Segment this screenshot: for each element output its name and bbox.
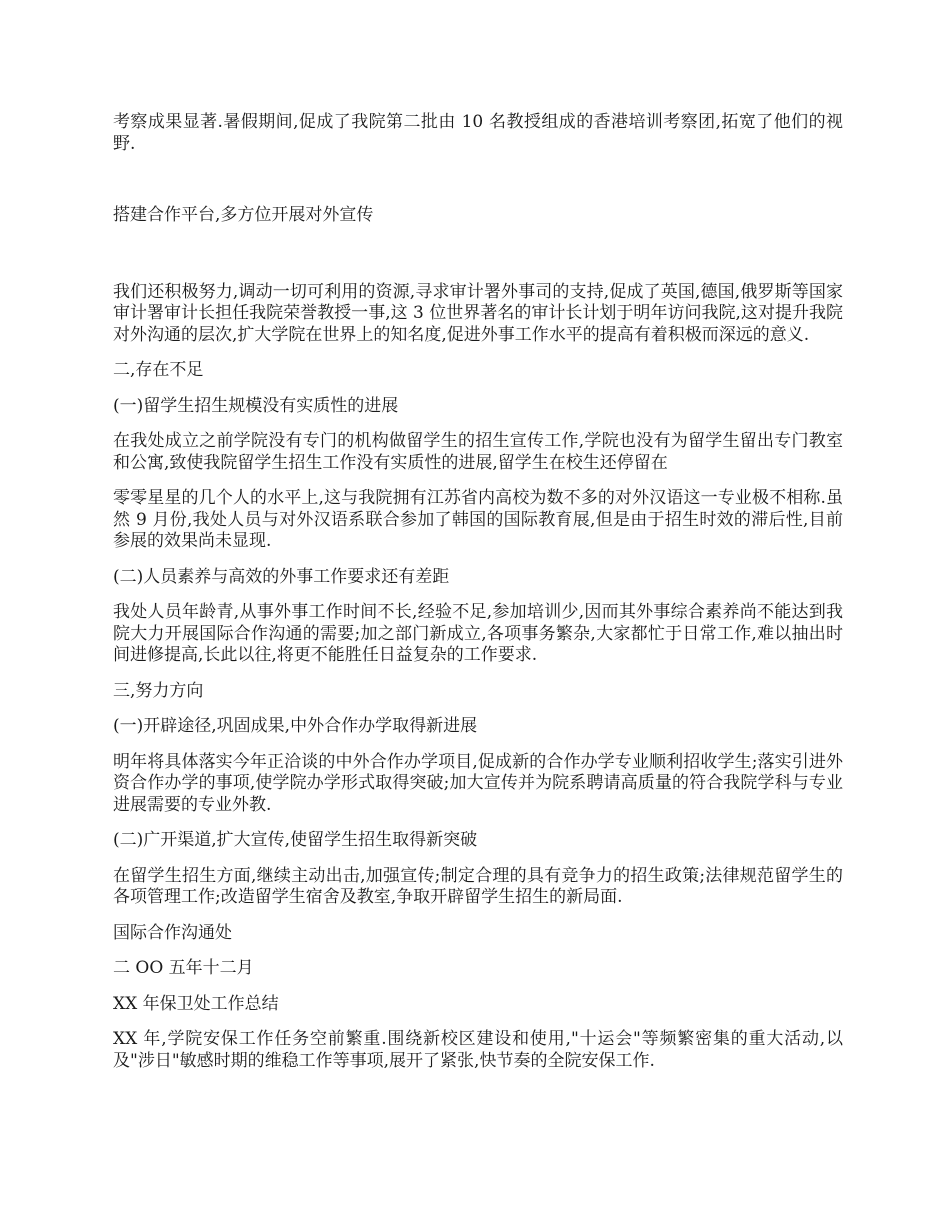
subheading-staff-quality: (二)人员素养与高效的外事工作要求还有差距 bbox=[113, 566, 450, 587]
signature-department: 国际合作沟通处 bbox=[113, 922, 232, 943]
paragraph-recruitment-2: 零零星星的几个人的水平上,这与我院拥有江苏省内高校为数不多的对外汉语这一专业极不相称.虽然 9 月份,我处人员与对外汉语系联合参加了韩国的国际教育展,但是由于招生时效的滞后性,目前参展的效果尚未显现. bbox=[113, 488, 843, 551]
document-title-security: XX 年保卫处工作总结 bbox=[113, 993, 279, 1014]
paragraph-publicity: 我们还积极努力,调动一切可利用的资源,寻求审计署外事司的支持,促成了英国,德国,俄罗斯等国家审计署审计长担任我院荣誉教授一事,这 3 位世界著名的审计长计划于明年访问我院,这对提升我院对外沟通的层次,扩大学院在世界上的知名度,促进外事工作水平的提高有着积极而深远的意义. bbox=[113, 281, 843, 345]
subheading-cooperation: (一)开辟途径,巩固成果,中外合作办学取得新进展 bbox=[113, 716, 478, 736]
paragraph-security: XX 年,学院安保工作任务空前繁重.围绕新校区建设和使用,"十运会"等频繁密集的重大活动,以及"涉日"敏感时期的维稳工作等事项,展开了紧张,快节奏的全院安保工作. bbox=[113, 1029, 843, 1071]
document-page bbox=[113, 112, 843, 1072]
section-heading-platform: 搭建合作平台,多方位开展对外宣传 bbox=[113, 205, 374, 225]
signature-date: 二 OO 五年十二月 bbox=[113, 958, 254, 978]
section-heading-shortcomings: 二,存在不足 bbox=[113, 360, 204, 380]
paragraph-cooperation: 明年将具体落实今年正洽谈的中外合作办学项目,促成新的合作办学专业顺利招收学生;落实引进外资合作办学的事项,使学院办学形式取得突破;加大宣传并为院系聘请高质量的符合我院学科与专业进展需要的专业外教. bbox=[113, 751, 843, 815]
paragraph-recruitment-1: 在我处成立之前学院没有专门的机构做留学生的招生宣传工作,学院也没有为留学生留出专门教室和公寓,致使我院留学生招生工作没有实质性的进展,留学生在校生还停留在 bbox=[113, 431, 843, 473]
paragraph-staff-quality: 我处人员年龄青,从事外事工作时间不长,经验不足,参加培训少,因而其外事综合素养尚不能达到我院大力开展国际合作沟通的需要;加之部门新成立,各项事务繁杂,大家都忙于日常工作,难以抽出时间进修提高,长此以往,将更不能胜任日益复杂的工作要求. bbox=[113, 602, 843, 665]
paragraph-1: 考察成果显著.暑假期间,促成了我院第二批由 10 名教授组成的香港培训考察团,拓宽了他们的视野. bbox=[113, 112, 843, 154]
section-heading-direction: 三,努力方向 bbox=[113, 680, 204, 701]
paragraph-channels: 在留学生招生方面,继续主动出击,加强宣传;制定合理的具有竞争力的招生政策;法律规范留学生的各项管理工作;改造留学生宿舍及教室,争取开辟留学生招生的新局面. bbox=[113, 865, 843, 907]
subheading-channels: (二)广开渠道,扩大宣传,使留学生招生取得新突破 bbox=[113, 830, 478, 850]
subheading-recruitment: (一)留学生招生规模没有实质性的进展 bbox=[113, 395, 399, 416]
